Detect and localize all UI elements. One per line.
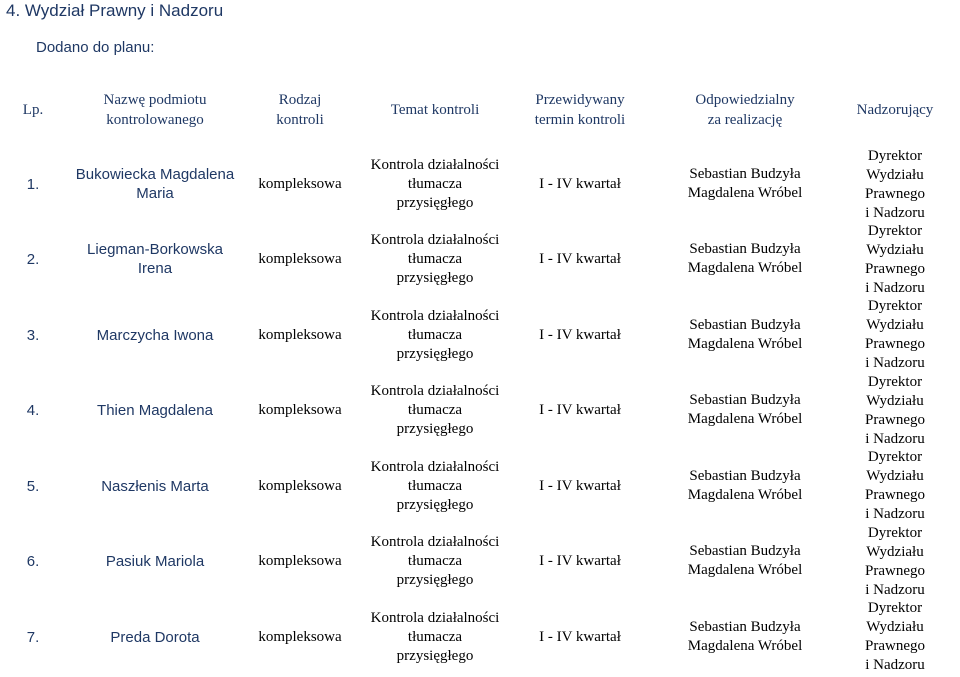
row-lp: 2. (26, 250, 40, 268)
added-to-plan-label: Dodano do planu: (36, 39, 155, 56)
row-type: kompleksowa (258, 326, 342, 343)
header-supervisor: Nadzorujący (856, 102, 934, 118)
row-term: I - IV kwartał (539, 175, 621, 192)
row-topic: Kontrola działalności tłumacza przysięgłego (370, 533, 500, 588)
row-responsible: Sebastian Budzyła Magdalena Wróbel (687, 317, 803, 352)
row-topic: Kontrola działalności tłumacza przysięgłego (370, 382, 500, 437)
row-lp: 7. (26, 628, 40, 646)
header-type-line: Rodzaj (278, 92, 322, 108)
row-topic: Kontrola działalności tłumacza przysięgłego (370, 156, 500, 211)
row-type: kompleksowa (258, 250, 342, 267)
header-term (515, 88, 645, 132)
row-type: kompleksowa (258, 628, 342, 645)
row-lp: 3. (26, 326, 40, 344)
row-entity: Thien Magdalena (97, 401, 213, 419)
row-topic: Kontrola działalności tłumacza przysięgłego (370, 307, 500, 362)
row-term: I - IV kwartał (539, 401, 621, 418)
row-lp: 5. (26, 477, 40, 495)
row-responsible: Sebastian Budzyła Magdalena Wróbel (687, 166, 803, 201)
row-lp: 1. (26, 175, 40, 193)
row-entity: Bukowiecka Magdalena Maria (75, 166, 235, 202)
row-type: kompleksowa (258, 552, 342, 569)
row-entity: Naszłenis Marta (101, 477, 209, 495)
row-supervisor: Dyrektor Wydziału Prawnego i Nadzoru (865, 525, 925, 598)
header-type (250, 88, 350, 132)
row-supervisor: Dyrektor Wydziału Prawnego i Nadzoru (865, 298, 925, 371)
row-entity: Pasiuk Mariola (105, 552, 205, 570)
row-responsible: Sebastian Budzyła Magdalena Wróbel (687, 619, 803, 654)
row-supervisor: Dyrektor Wydziału Prawnego i Nadzoru (865, 148, 925, 221)
header-entity (70, 88, 240, 132)
row-supervisor: Dyrektor Wydziału Prawnego i Nadzoru (865, 449, 925, 522)
header-term-line: termin kontroli (534, 112, 626, 128)
row-responsible: Sebastian Budzyła Magdalena Wróbel (687, 241, 803, 276)
row-responsible: Sebastian Budzyła Magdalena Wróbel (687, 392, 803, 427)
row-term: I - IV kwartał (539, 250, 621, 267)
row-responsible: Sebastian Budzyła Magdalena Wróbel (687, 468, 803, 503)
row-term: I - IV kwartał (539, 477, 621, 494)
header-responsible-line: za realizację (707, 112, 783, 128)
header-term-line: Przewidywany (535, 92, 625, 108)
row-supervisor: Dyrektor Wydziału Prawnego i Nadzoru (865, 600, 925, 673)
row-lp: 4. (26, 401, 40, 419)
row-responsible: Sebastian Budzyła Magdalena Wróbel (687, 543, 803, 578)
row-term: I - IV kwartał (539, 552, 621, 569)
row-entity: Preda Dorota (110, 628, 200, 646)
header-lp: Lp. (22, 102, 44, 118)
row-supervisor: Dyrektor Wydziału Prawnego i Nadzoru (865, 223, 925, 296)
row-term: I - IV kwartał (539, 326, 621, 343)
row-topic: Kontrola działalności tłumacza przysięgłego (370, 231, 500, 286)
header-topic: Temat kontroli (390, 102, 480, 118)
row-type: kompleksowa (258, 401, 342, 418)
row-entity: Marczycha Iwona (96, 326, 214, 344)
row-term: I - IV kwartał (539, 628, 621, 645)
row-type: kompleksowa (258, 175, 342, 192)
row-entity: Liegman-Borkowska Irena (87, 241, 223, 277)
row-lp: 6. (26, 552, 40, 570)
header-responsible (670, 88, 820, 132)
header-entity-line: Nazwę podmiotu (103, 92, 207, 108)
row-topic: Kontrola działalności tłumacza przysięgłego (370, 458, 500, 513)
section-title: 4. Wydział Prawny i Nadzoru (6, 1, 224, 20)
header-type-line: kontroli (276, 112, 324, 128)
header-entity-line: kontrolowanego (106, 112, 204, 128)
row-type: kompleksowa (258, 477, 342, 494)
row-topic: Kontrola działalności tłumacza przysięgłego (370, 609, 500, 664)
row-supervisor: Dyrektor Wydziału Prawnego i Nadzoru (865, 374, 925, 447)
header-responsible-line: Odpowiedzialny (695, 92, 795, 108)
